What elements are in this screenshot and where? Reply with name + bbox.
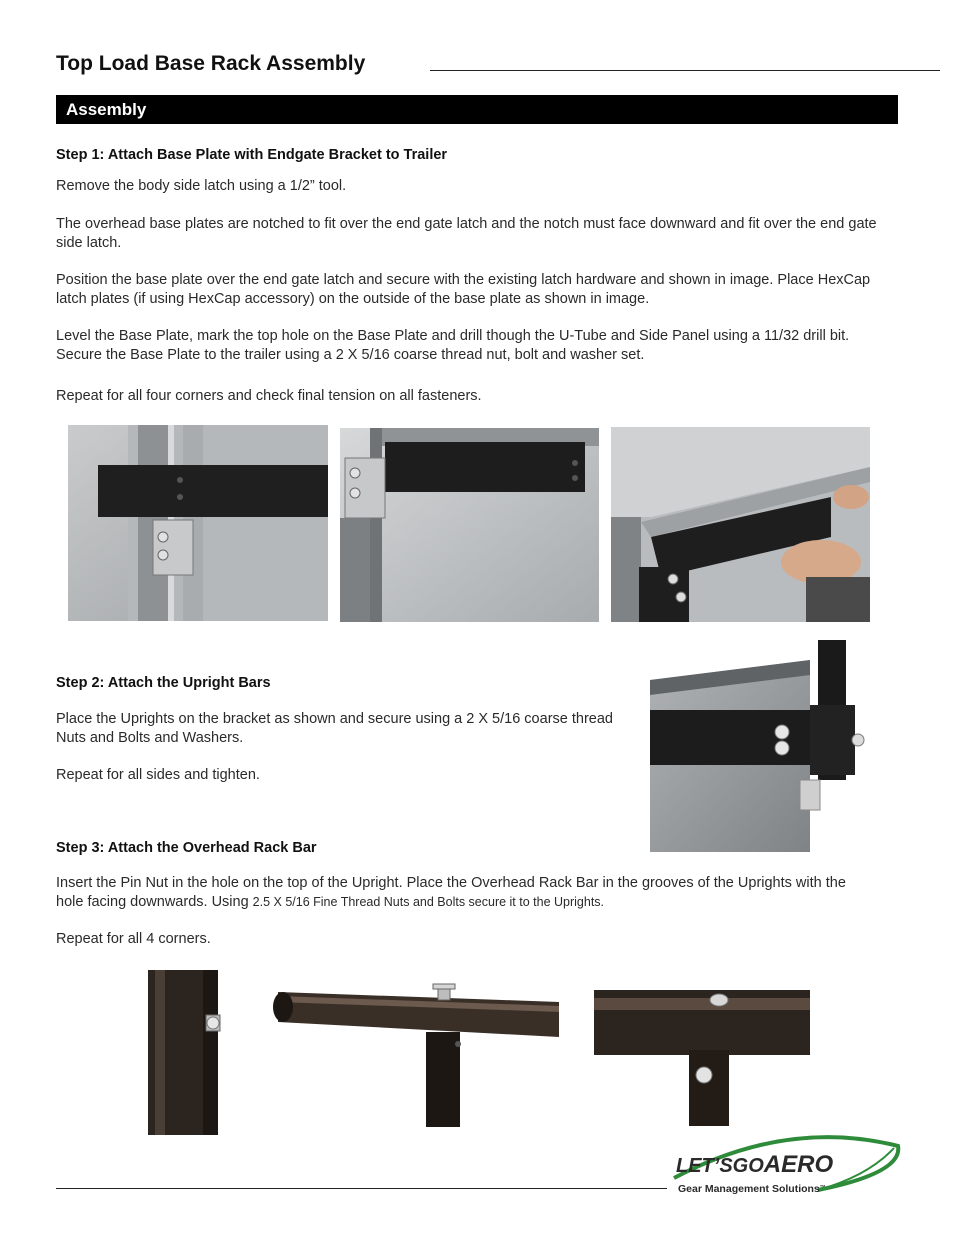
step3-paragraph-1-main: Insert the Pin Nut in the hole on the top of the Upright. Place the Overhead Rack Bar in the grooves of the Uprights with the hole facing downwards. Using [56, 875, 846, 910]
step3-heading: Step 3: Attach the Overhead Rack Bar [56, 840, 317, 856]
step1-paragraph-2: The overhead base plates are notched to fit over the end gate latch and the notch must face downward and fit over the end gate side latch. [56, 216, 877, 251]
step2-heading: Step 2: Attach the Upright Bars [56, 675, 271, 691]
step1-paragraph-1: Remove the body side latch using a 1/2” tool. [56, 178, 347, 194]
svg-text:LET’SGOAERO [676, 1151, 833, 1178]
logo-text-aero: AERO [763, 1151, 834, 1178]
step2-paragraph-1: Place the Uprights on the bracket as shown and secure using a 2 X 5/16 coarse thread Nuts and Bolts and Washers. [56, 711, 613, 746]
upright-top-photo [121, 955, 242, 1135]
footer-rule [56, 1188, 667, 1189]
overhead-bar-pin-photo [268, 962, 559, 1127]
letsgoaero-logo [668, 1128, 904, 1200]
page-title: Top Load Base Rack Assembly [56, 52, 366, 75]
step1-paragraph-5: Repeat for all four corners and check final tension on all fasteners. [56, 388, 482, 404]
base-plate-photo-2 [340, 428, 599, 622]
section-header-bar [56, 95, 898, 124]
base-plate-photo-1 [68, 425, 328, 621]
section-header-label: Assembly [66, 100, 147, 119]
logo-text-lets: LET’S [676, 1155, 733, 1177]
step1-heading: Step 1: Attach Base Plate with Endgate Bracket to Trailer [56, 147, 448, 163]
logo-trademark: ™ [819, 1185, 826, 1191]
base-plate-photo-3 [611, 427, 870, 622]
step3-paragraph-1 [56, 874, 871, 912]
svg-text:Gear Management Solutions™ [678, 1183, 826, 1195]
step3-paragraph-2: Repeat for all 4 corners. [56, 931, 211, 947]
logo-text-go: GO [732, 1155, 764, 1177]
title-rule [430, 70, 940, 71]
step2-paragraph-2: Repeat for all sides and tighten. [56, 767, 260, 783]
logo-tagline: Gear Management Solutions [678, 1183, 820, 1195]
overhead-bar-bolt-photo [594, 960, 810, 1126]
step1-paragraph-4: Level the Base Plate, mark the top hole on the Base Plate and drill though the U-Tube and Side Panel using a 11/32 drill bit. Secure the Base Plate to the trailer using a 2 X 5/16 coarse thread nut, bolt and washer set. [56, 328, 850, 363]
step3-paragraph-1-small: 2.5 X 5/16 Fine Thread Nuts and Bolts secure it to the Uprights. [252, 895, 605, 909]
step1-paragraph-3: Position the base plate over the end gate latch and secure with the existing latch hardware and shown in image. Place HexCap latch plates (if using HexCap accessory) on the outside of the base plate as shown in image. [56, 272, 871, 307]
upright-bracket-photo [650, 640, 874, 852]
